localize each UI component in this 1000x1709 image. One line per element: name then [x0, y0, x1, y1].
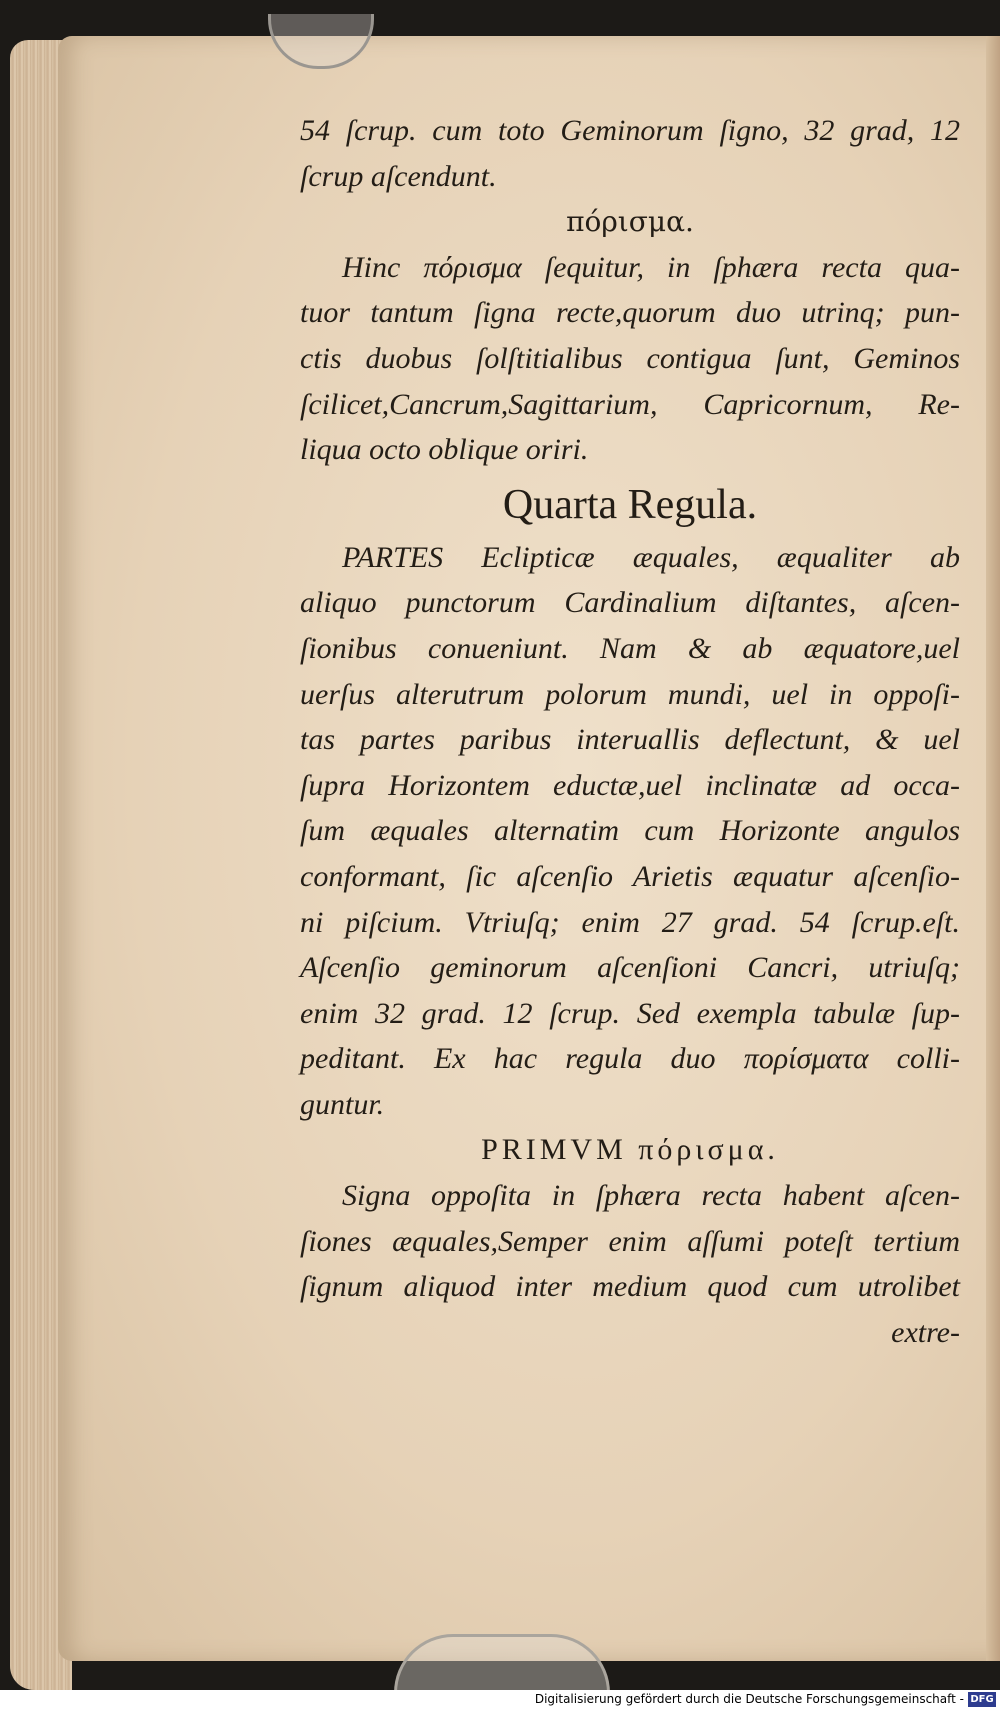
text-line: liqua octo oblique oriri.: [300, 433, 589, 467]
digitization-credit: Digitalisierung gefördert durch die Deutsche Forschungsgemeinschaft -: [0, 1690, 1000, 1709]
dfg-logo: DFG: [968, 1692, 996, 1707]
text-line: tas partes paribus interuallis deflectunt, & uel: [300, 723, 960, 757]
text-line: uerſus alterutrum polorum mundi, uel in oppoſi-: [300, 677, 960, 711]
text-line: ſcilicet,Cancrum,Sagittarium, Capricornum, Re-: [300, 387, 960, 421]
text-line: conformant, ſic aſcenſio Arietis æquatur aſcenſio-: [300, 859, 960, 893]
text-line: enim 32 grad. 12 ſcrup. Sed exempla tabulæ ſup-: [300, 996, 960, 1030]
text-line: tuor tantum ſigna recte,quorum duo utrinq; pun-: [300, 296, 960, 330]
text-line: guntur.: [300, 1087, 385, 1121]
text-line: ſupra Horizontem eductæ,uel inclinatæ ad occa-: [300, 768, 960, 802]
text-line: ctis duobus ſolſtitialibus contigua ſunt, Geminos: [300, 341, 960, 375]
text-line: aliquo punctorum Cardinalium diſtantes, aſcen-: [300, 586, 960, 620]
text-line: ſcrup aſcendunt.: [300, 159, 497, 193]
text-line: PARTES Eclipticæ æquales, æqualiter ab: [342, 540, 960, 574]
text-line: Aſcenſio geminorum aſcenſioni Cancri, utriuſq;: [300, 951, 960, 985]
porisma-heading: πόρισμα.: [566, 205, 694, 239]
text-line: peditant. Ex hac regula duo πορίσματα colli-: [300, 1042, 960, 1076]
text-line: ſignum aliquod inter medium quod cum utrolibet: [300, 1270, 960, 1304]
page-text-block: [300, 108, 960, 1355]
text-line: Hinc πόρισμα ſequitur, in ſphæra recta qua-: [342, 250, 960, 284]
primum-heading: PRIMVM πόρισμα.: [481, 1133, 779, 1167]
text-line: ſionibus conueniunt. Nam & ab æquatore,uel: [300, 631, 960, 665]
text-line: ſiones æquales,Semper enim aſſumi poteſt tertium: [300, 1224, 960, 1258]
text-line: ni piſcium. Vtriuſq; enim 27 grad. 54 ſcrup.eſt.: [300, 905, 960, 939]
text-line: Signa oppoſita in ſphæra recta habent aſcen-: [342, 1179, 960, 1213]
page-clip-bottom: [394, 1634, 610, 1693]
text-line: 54 ſcrup. cum toto Geminorum ſigno, 32 grad, 12: [300, 114, 960, 147]
rule-heading: Quarta Regula.: [502, 481, 758, 528]
catchword: extre-: [891, 1315, 960, 1349]
page-right-edge: [986, 36, 1000, 1661]
text-line: ſum æquales alternatim cum Horizonte angulos: [300, 814, 960, 848]
